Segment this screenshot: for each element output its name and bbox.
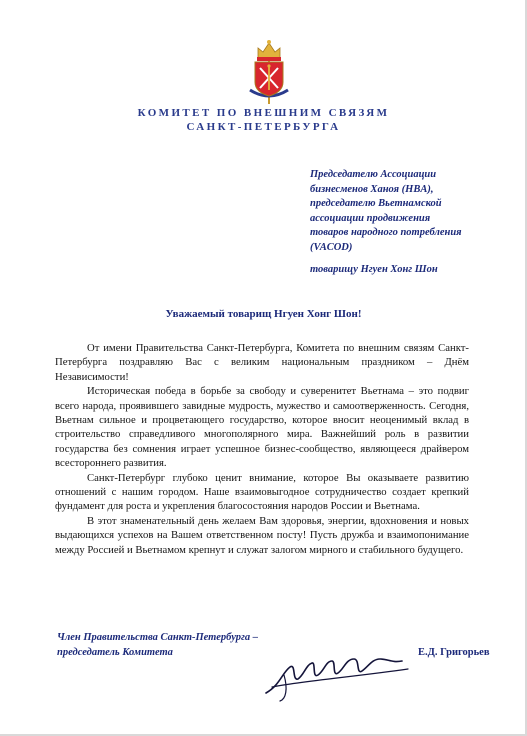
organization-name: КОМИТЕТ ПО ВНЕШНИМ СВЯЗЯМ (137, 107, 390, 119)
handwritten-signature-icon (262, 645, 412, 705)
body-paragraph: Санкт-Петербург глубоко ценит внимание, которое Вы оказываете развитию отношений с нашим городом. Наше взаимовыгодное сотрудничество создает крепкий фундамент для роста и укрепления благосостояния народов России и Вьетнама. (55, 471, 469, 513)
signer-title-line: Член Правительства Санкт-Петербурга – (57, 632, 258, 643)
addressee-line: Председателю Ассоциации (310, 169, 437, 180)
signer-name: Е.Д. Григорьев (418, 647, 490, 658)
signer-title-block (57, 630, 258, 660)
body-paragraph: От имени Правительства Санкт-Петербурга, Комитета по внешним связям Санкт-Петербурга поздравляю Вас с великим национальным праздником – Днём Независимости! (55, 342, 469, 383)
letter-body (55, 341, 469, 557)
addressee-line: (VACOD) (310, 241, 353, 253)
addressee-name: товарищу Нгуен Хонг Шон (310, 264, 438, 275)
signer-title-line: председатель Комитета (57, 647, 173, 658)
addressee-line: товаров народного потребления (310, 227, 462, 239)
addressee-line: председателю Вьетнамской (310, 198, 442, 210)
body-paragraph: Историческая победа в борьбе за свободу и суверенитет Вьетнама – это подвиг всего народа, проявившего завидные мудрость, мужество и самоотверженность. Сегодня, Вьетнам сильное и процветающего государство, которое вносит неоценимый вклад в строительство справедливого многополярного мира. Важнейший роль в развитии государства без сомнения играет успешное бизнес-сообщество, являющееся драйвером всестороннего развития. (55, 385, 469, 470)
coat-of-arms-icon (244, 38, 294, 106)
addressee-line: ассоциации продвижения (310, 212, 431, 224)
addressee-block (310, 168, 510, 256)
organization-city: САНКТ-ПЕТЕРБУРГА (186, 121, 341, 133)
addressee-line: бизнесменов Ханоя (HBA), (310, 183, 434, 195)
body-paragraph: В этот знаменательный день желаем Вам здоровья, энергии, вдохновения и новых выдающихся успехов на Вашем ответственном посту! Пусть дружба и взаимопонимание между Россией и Вьетнамом крепнут и служат залогом мирного и стабильного будущего. (55, 514, 469, 556)
salutation: Уважаемый товарищ Нгуен Хонг Шон! (165, 308, 362, 320)
